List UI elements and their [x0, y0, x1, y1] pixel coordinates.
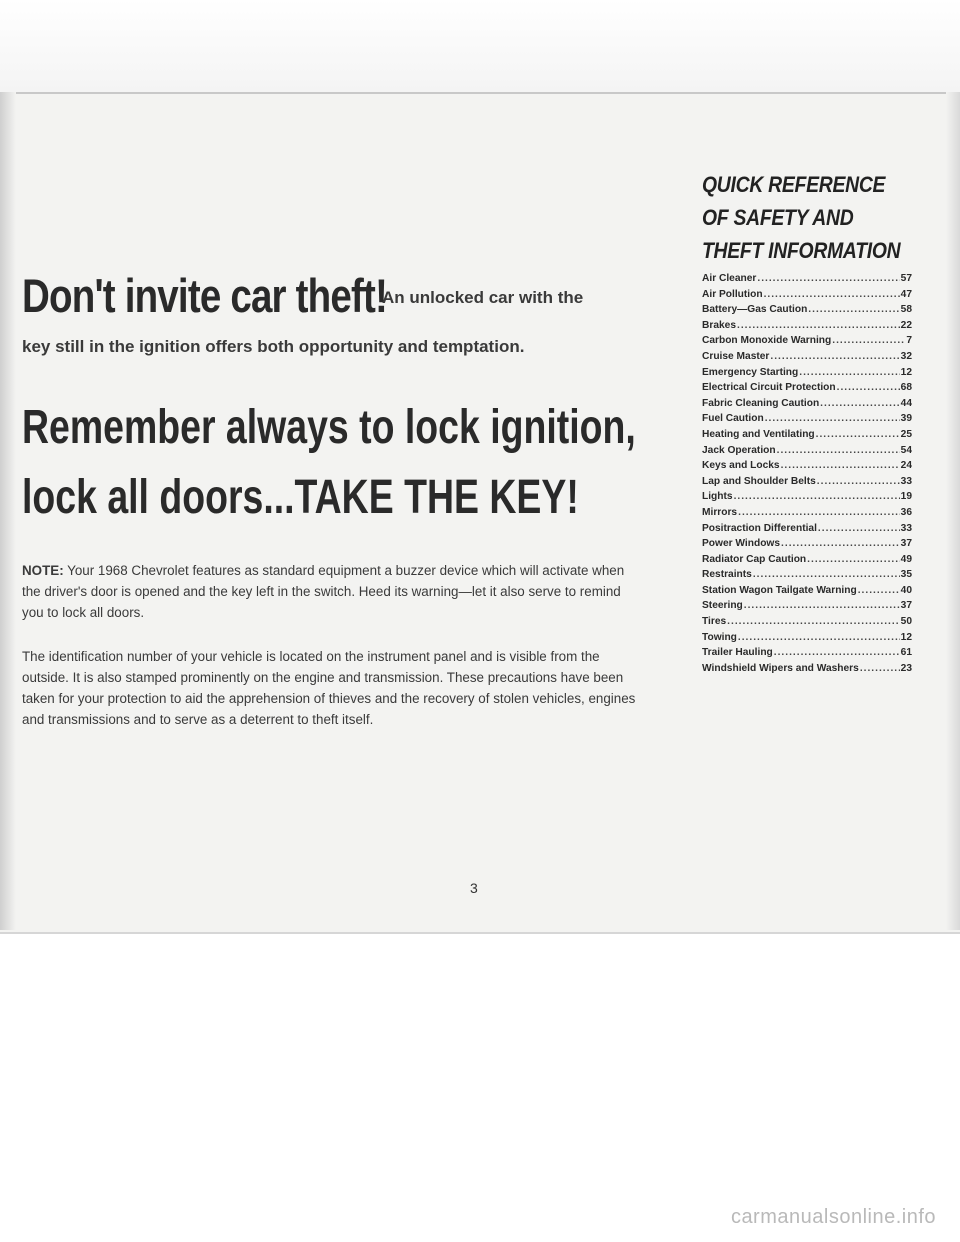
- note-paragraph: [22, 560, 642, 623]
- index-entry-page: 47: [900, 288, 912, 300]
- index-entry-label: Emergency Starting: [702, 366, 799, 378]
- headline-remember: Remember always to lock ignition,: [22, 401, 636, 454]
- dot-leader: [858, 583, 900, 599]
- site-watermark: carmanualsonline.info: [730, 1206, 936, 1228]
- index-entry-page: 57: [900, 273, 912, 284]
- dot-leader: [781, 458, 900, 474]
- dot-leader: [737, 318, 900, 334]
- note-label: NOTE:: [22, 563, 64, 578]
- index-entry-page: 50: [900, 616, 912, 628]
- lead-text-line2: key still in the ignition offers both opportunity and temptation.: [22, 337, 525, 356]
- index-entry-page: 12: [900, 631, 912, 643]
- index-entry-page: 23: [900, 662, 912, 674]
- index-entry: [702, 567, 912, 583]
- dot-leader: [770, 349, 899, 365]
- index-entry-page: 24: [900, 460, 912, 472]
- quick-reference-list: [702, 271, 912, 676]
- top-margin: [0, 0, 960, 92]
- dot-leader: [832, 333, 905, 349]
- index-entry-label: Keys and Locks: [702, 460, 780, 472]
- index-entry-label: Trailer Hauling: [702, 647, 773, 659]
- dot-leader: [818, 521, 900, 537]
- headline-dont-invite: Don't invite car theft!: [22, 269, 388, 322]
- index-entry: [702, 365, 912, 381]
- index-entry: [702, 630, 912, 646]
- index-entry-page: 44: [900, 397, 912, 409]
- index-entry: [702, 349, 912, 365]
- quick-reference-title-line2: OF SAFETY AND: [702, 205, 854, 230]
- identification-paragraph: The identification number of your vehicle is located on the instrument panel and is visible from the outside. It is also stamped prominently on the engine and transmission. These precautions have been taken for your protection to aid the apprehension of thieves and the recovery of stolen vehicles, engines and transmissions and to serve as a deterrent to theft itself.: [22, 649, 636, 727]
- index-entry: [702, 598, 912, 614]
- quick-reference-title-line1: QUICK REFERENCE: [702, 172, 886, 197]
- index-entry: [702, 271, 912, 287]
- index-entry: [702, 505, 912, 521]
- index-entry-label: Brakes: [702, 319, 736, 331]
- dot-leader: [817, 474, 900, 490]
- index-entry-label: Power Windows: [702, 538, 781, 550]
- index-entry-page: 58: [900, 304, 912, 316]
- dot-leader: [753, 567, 900, 583]
- index-entry: [702, 396, 912, 412]
- dot-leader: [774, 645, 900, 661]
- headline-take-key: lock all doors...TAKE THE KEY!: [22, 471, 579, 524]
- index-entry-page: 22: [900, 319, 912, 331]
- index-entry-label: Cruise Master: [702, 350, 770, 362]
- theft-headline: [22, 268, 662, 323]
- index-entry-page: 35: [900, 569, 912, 581]
- index-entry-page: 61: [900, 647, 912, 659]
- index-entry-label: Tires: [702, 616, 727, 628]
- quick-reference-title-line3: THEFT INFORMATION: [702, 238, 901, 263]
- dot-leader: [734, 489, 900, 505]
- index-entry: [702, 489, 912, 505]
- index-entry-page: 33: [900, 522, 912, 534]
- index-entry: [702, 318, 912, 334]
- index-entry-label: Lights: [702, 491, 733, 503]
- note-text: Your 1968 Chevrolet features as standard equipment a buzzer device which will activate when the driver's door is opened and the key left in the switch. Heed its warning—let it also serve to remind you to lock all doors.: [22, 563, 625, 620]
- index-entry-label: Carbon Monoxide Warning: [702, 335, 832, 347]
- index-entry-page: 39: [900, 413, 912, 425]
- index-entry-label: Fabric Cleaning Caution: [702, 397, 820, 409]
- index-entry-label: Lap and Shoulder Belts: [702, 475, 816, 487]
- dot-leader: [799, 365, 899, 381]
- index-entry-label: Restraints: [702, 569, 752, 581]
- index-entry-page: 25: [900, 428, 912, 440]
- index-entry-page: 33: [900, 475, 912, 487]
- index-entry: [702, 411, 912, 427]
- index-entry-label: Radiator Cap Caution: [702, 553, 807, 565]
- page-spine-shadow: [0, 92, 16, 930]
- dot-leader: [807, 552, 900, 568]
- dot-leader: [777, 443, 900, 459]
- index-entry-label: Air Pollution: [702, 288, 763, 300]
- dot-leader: [738, 630, 900, 646]
- index-entry: [702, 521, 912, 537]
- index-entry: [702, 645, 912, 661]
- index-entry-label: Fuel Caution: [702, 413, 764, 425]
- index-entry: [702, 302, 912, 318]
- index-entry: [702, 614, 912, 630]
- index-entry: [702, 583, 912, 599]
- index-entry-page: 40: [900, 584, 912, 596]
- dot-leader: [765, 411, 900, 427]
- index-entry: [702, 427, 912, 443]
- index-entry-page: 68: [900, 382, 912, 394]
- headline-lead-text: An unlocked car with the: [382, 288, 584, 307]
- index-entry-page: 54: [900, 444, 912, 456]
- index-entry-page: 49: [900, 553, 912, 565]
- index-entry: [702, 552, 912, 568]
- index-entry-page: 7: [906, 335, 912, 347]
- index-entry-label: Towing: [702, 631, 737, 643]
- dot-leader: [738, 505, 900, 521]
- index-entry: [702, 333, 912, 349]
- index-entry: [702, 474, 912, 490]
- dot-leader: [744, 598, 900, 614]
- dot-leader: [816, 427, 900, 443]
- page-number: 3: [470, 880, 478, 896]
- index-entry-label: Battery—Gas Caution: [702, 304, 808, 316]
- index-entry: [702, 287, 912, 303]
- index-entry-page: 19: [900, 491, 912, 503]
- index-entry: [702, 443, 912, 459]
- index-entry-label: Windshield Wipers and Washers: [702, 662, 859, 674]
- dot-leader: [808, 302, 899, 318]
- index-entry: [702, 380, 912, 396]
- quick-reference-index: [702, 168, 912, 692]
- index-entry-label: Electrical Circuit Protection: [702, 382, 836, 394]
- dot-leader: [764, 287, 900, 303]
- index-entry-page: 36: [900, 506, 912, 518]
- index-entry-page: 37: [900, 538, 912, 550]
- index-entry-label: Positraction Differential: [702, 522, 817, 534]
- index-entry-label: Mirrors: [702, 506, 738, 518]
- index-entry-label: Heating and Ventilating: [702, 428, 815, 440]
- index-entry: [702, 661, 912, 677]
- dot-leader: [781, 536, 900, 552]
- index-entry-label: Jack Operation: [702, 444, 776, 456]
- index-entry-page: 12: [900, 366, 912, 378]
- index-entry: [702, 458, 912, 474]
- dot-leader: [757, 271, 899, 287]
- page-edge-shadow: [946, 92, 960, 930]
- index-entry-label: Air Cleaner: [702, 273, 757, 284]
- dot-leader: [727, 614, 899, 630]
- index-entry-label: Station Wagon Tailgate Warning: [702, 584, 857, 596]
- index-entry-page: 37: [900, 600, 912, 612]
- dot-leader: [837, 380, 900, 396]
- index-entry-page: 32: [900, 350, 912, 362]
- dot-leader: [820, 396, 899, 412]
- index-entry-label: Steering: [702, 600, 743, 612]
- index-entry: [702, 536, 912, 552]
- dot-leader: [860, 661, 900, 677]
